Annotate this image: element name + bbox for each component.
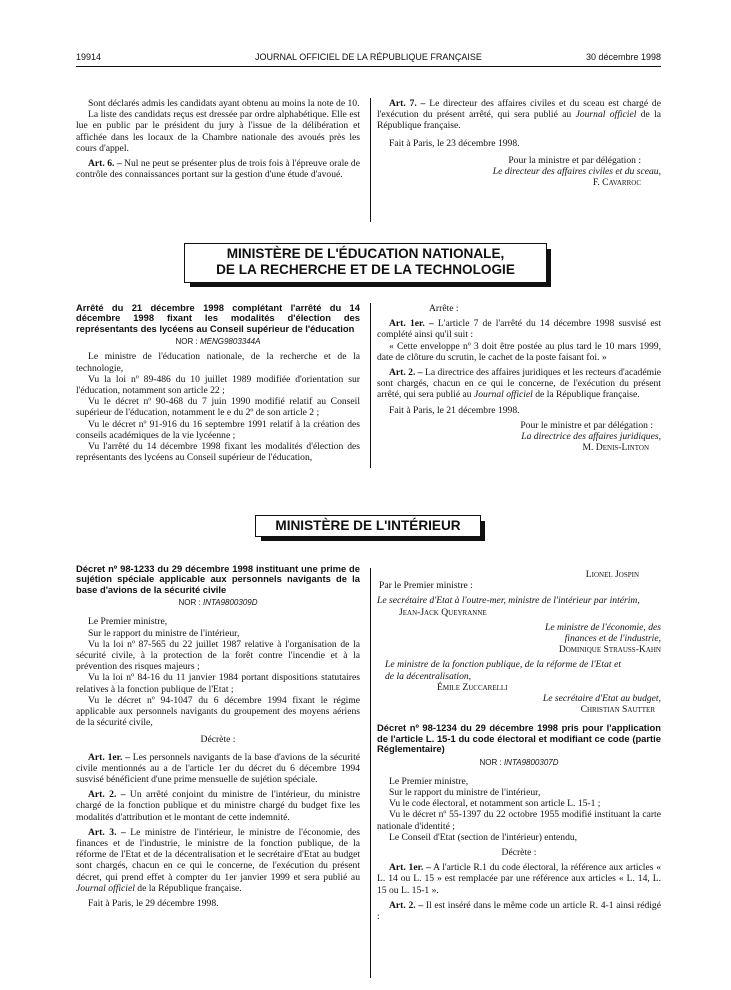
article-quote: « Cette enveloppe nº 3 doit être postée au plus tard le 10 mars 1999, date de clôture du scrutin, le cachet de la poste faisant foi. » [377,340,661,363]
nor-reference [377,757,661,768]
signatory-title: Le directeur des affaires civiles et du sceau, [492,166,661,178]
signatory-title: Le ministre de la fonction publique, de la réforme de l'Etat et de la décentralisation, [385,659,621,682]
paragraph: La liste des candidats reçus est dressée par ordre alphabétique. Elle est lue en public par le président du jury à l'issue de la délibération et affichée dans les locaux de la Chambre nationale des avoués près les cours d'appel. [76,109,360,154]
journal-title: JOURNAL OFFICIEL DE LA RÉPUBLIQUE FRANÇAISE [255,52,482,62]
column-divider [370,303,371,468]
nor-code: INTA9800309D [202,598,258,608]
preamble: Sur le rapport du ministre de l'intérieur, [389,787,541,799]
signatory-title: Le secrétaire d'Etat au budget, [542,693,661,705]
signature-delegation: Pour la ministre et par délégation : [508,154,641,166]
signatory-title: Le ministre de l'économie, des finances et de l'industrie, [545,621,661,645]
article-label: Art. 6. – [88,158,122,170]
signatures-and-decret-1234-column [377,569,661,922]
nor-code: MENG9803344A [199,337,261,347]
signatory-name: M. Denis-Linton [582,442,649,454]
article-label: Art. 3. – [88,826,126,838]
visa: Vu la loi nº 84-16 du 11 janvier 1984 portant dispositions statutaires relatives à la fonction publique de l'Etat ; [76,672,360,695]
signatory-title: La directrice des affaires juridiques, [521,431,661,443]
article-text: de la République française. [377,109,662,132]
visa: Vu la loi nº 89-486 du 10 juillet 1989 modifiée d'orientation sur l'éducation, notamment son article 22 ; [76,373,360,397]
nor-reference [76,597,360,608]
issue-date: 30 décembre 1998 [585,52,661,62]
nor-label: NOR : [479,757,504,767]
paragraph: Sont déclarés admis les candidats ayant obtenu au moins la note de 10. [88,98,360,109]
top-right-column [377,98,661,188]
article-text: Un arrêté conjoint du ministre de l'intérieur, du ministre chargé de la fonction publique et du ministre chargé du budget fixe les modalités d'attribution et le montant de cette indemnité. [76,789,360,823]
article-2 [377,367,661,401]
article-text: de la République française. [134,882,242,894]
article-text: Le directeur des affaires civiles et du sceau est chargé de l'exécution du présent arrêté, qui sera publié au [377,98,661,121]
article-1 [377,862,661,896]
decret-1233-column [76,564,360,909]
decrete-heading: Décrète : [501,847,537,859]
top-left-column [76,98,360,180]
decrete-heading: Décrète : [200,734,236,746]
article-label: Art. 2. – [389,367,423,379]
visa: Vu le décret nº 90-468 du 7 juin 1990 modifié relatif au Conseil supérieur de l'éducation, notamment le e du 2º de son article 2 ; [76,396,360,419]
visa: Vu la loi nº 87-565 du 22 juillet 1987 relative à l'organisation de la sécurité civile, à la protection de la forêt contre l'incendie et à la prévention des risques majeurs ; [76,638,360,673]
article-label: Art. 7. – [389,98,426,109]
visa: Vu le décret nº 55-1397 du 22 octobre 1955 modifié instituant la carte nationale d'identité ; [377,809,661,832]
ministry-heading-education [184,243,547,283]
par-le-premier-ministre: Par le Premier ministre : [379,580,473,592]
nor-label: NOR : [175,337,200,347]
signatory-name: Dominique Strauss-Kahn [558,644,661,656]
article-label: Art. 1er. – [389,318,434,330]
article-label: Art. 1er. – [389,862,431,874]
column-divider [370,568,371,978]
signatory-name: Émile Zuccarelli [437,681,508,693]
page-header [76,52,661,66]
article-text: L'article 7 de l'arrêté du 14 décembre 1998 susvisé est complété ainsi qu'il suit : [377,318,661,341]
signatory-name: F. Cavarroc [592,177,641,189]
signature-delegation: Pour le ministre et par délégation : [520,419,653,431]
text-title: Décret nº 98-1234 du 29 décembre 1998 pris pour l'application de l'article L. 15-1 du code électoral et modifiant ce code (partie Réglementaire) [377,722,661,755]
article-label: Art. 1er. – [88,751,130,763]
article-text: Le ministre de l'intérieur, le ministre de l'économie, des finances et de l'industrie, le ministre de la fonction publique, de la réforme de l'Etat et de la décentralisation et le secrétaire d'Etat au budget sont chargés, chacun en ce qui le concerne, de l'exécution du présent décret, qui prend effet à compter du 1er janvier 1999 et sera publié au [76,826,360,883]
ministry-line: MINISTÈRE DE L'INTÉRIEUR [275,518,461,533]
signing-place-date: Fait à Paris, le 29 décembre 1998. [88,898,219,910]
visa: Vu le décret nº 94-1047 du 6 décembre 1994 fixant le régime applicable aux personnels navigants du groupement des moyens aériens de la sécurité civile, [76,694,360,729]
visa: Vu le décret nº 91-916 du 16 septembre 1991 relatif à la création des conseils académiques de la vie lycéenne ; [76,418,360,441]
article-2 [377,900,661,922]
article-6 [76,158,360,180]
preamble: Le Premier ministre, [389,775,469,787]
nor-code: INTA9800307D [503,757,559,767]
article-text: La directrice des affaires juridiques et les recteurs d'académie sont chargés, chacun en ce qui le concerne, de l'exécution du présent arrêté, qui sera publié au [377,367,661,401]
signatory-name: Jean-Jack Queyranne [399,606,487,618]
signing-place-date: Fait à Paris, le 21 décembre 1998. [389,404,520,416]
article-7 [377,98,661,132]
article-1 [76,752,360,786]
journal-ref: Journal officiel [575,109,637,121]
ministry-heading-interior [255,515,481,537]
article-text: Il est inséré dans le même code un article R. 4-1 ainsi rédigé : [377,899,661,923]
nor-label: NOR : [178,598,203,608]
nor-reference [76,336,360,347]
arrete-education-right [377,303,661,453]
article-text: Nul ne peut se présenter plus de trois fois à l'épreuve orale de contrôle des connaissances portant sur la gestion d'une étude d'avoué. [76,158,360,181]
column-divider [370,98,371,222]
text-title: Arrêté du 21 décembre 1998 complétant l'arrêté du 14 décembre 1998 fixant les modalités d'élection des représentants des lycéens au Conseil supérieur de l'éducation [76,302,360,334]
prime-minister-name: Lionel Jospin [585,569,639,580]
article-3 [76,827,360,894]
article-label: Art. 2. – [88,789,126,801]
arrete-heading: Arrête : [429,303,459,314]
ministry-line: DE LA RECHERCHE ET DE LA TECHNOLOGIE [216,262,515,277]
article-text: de la République française. [532,389,640,401]
article-text: A l'article R.1 du code électoral, la référence aux articles « L. 14 ou L. 15 » est remplacée par une référence aux articles « L. 14, L. 15 ou L. 15-1 ». [377,862,661,896]
signatory-name: Christian Sautter [580,704,655,716]
article-label: Art. 2. – [389,899,424,911]
page-number: 19914 [76,52,102,62]
preamble: Le ministre de l'éducation nationale, de la recherche et de la technologie, [76,351,360,374]
signatory-title: Le secrétaire d'Etat à l'outre-mer, ministre de l'intérieur par intérim, [377,595,640,607]
signing-place-date: Fait à Paris, le 23 décembre 1998. [389,137,520,149]
journal-ref: Journal officiel [76,882,135,894]
visa: Vu le code électoral, et notamment son article L. 15-1 ; [389,798,601,810]
header-rule [76,66,661,67]
article-2 [76,789,360,823]
arrete-education-left [76,303,360,463]
preamble: Le Premier ministre, [88,616,168,628]
visa: Le Conseil d'Etat (section de l'intérieur) entendu, [389,831,578,843]
text-title: Décret nº 98-1233 du 29 décembre 1998 instituant une prime de sujétion spéciale applicable aux personnels navigants de la base d'avions de la sécurité civile [76,563,360,595]
ministry-line: MINISTÈRE DE L'ÉDUCATION NATIONALE, [226,246,505,261]
preamble: Sur le rapport du ministre de l'intérieur, [88,627,240,639]
article-text: Les personnels navigants de la base d'avions de la sécurité civile mentionnés au a de l'article 1er du décret du 6 décembre 1994 susvisé bénéficient d'une prime mensuelle de sujétion spéciale. [76,751,360,786]
journal-ref: Journal officiel [473,389,533,401]
visa: Vu l'arrêté du 14 décembre 1998 fixant les modalités d'élection des représentants des lycéens au Conseil supérieur de l'éducation, [76,441,360,464]
article-1 [377,318,661,340]
